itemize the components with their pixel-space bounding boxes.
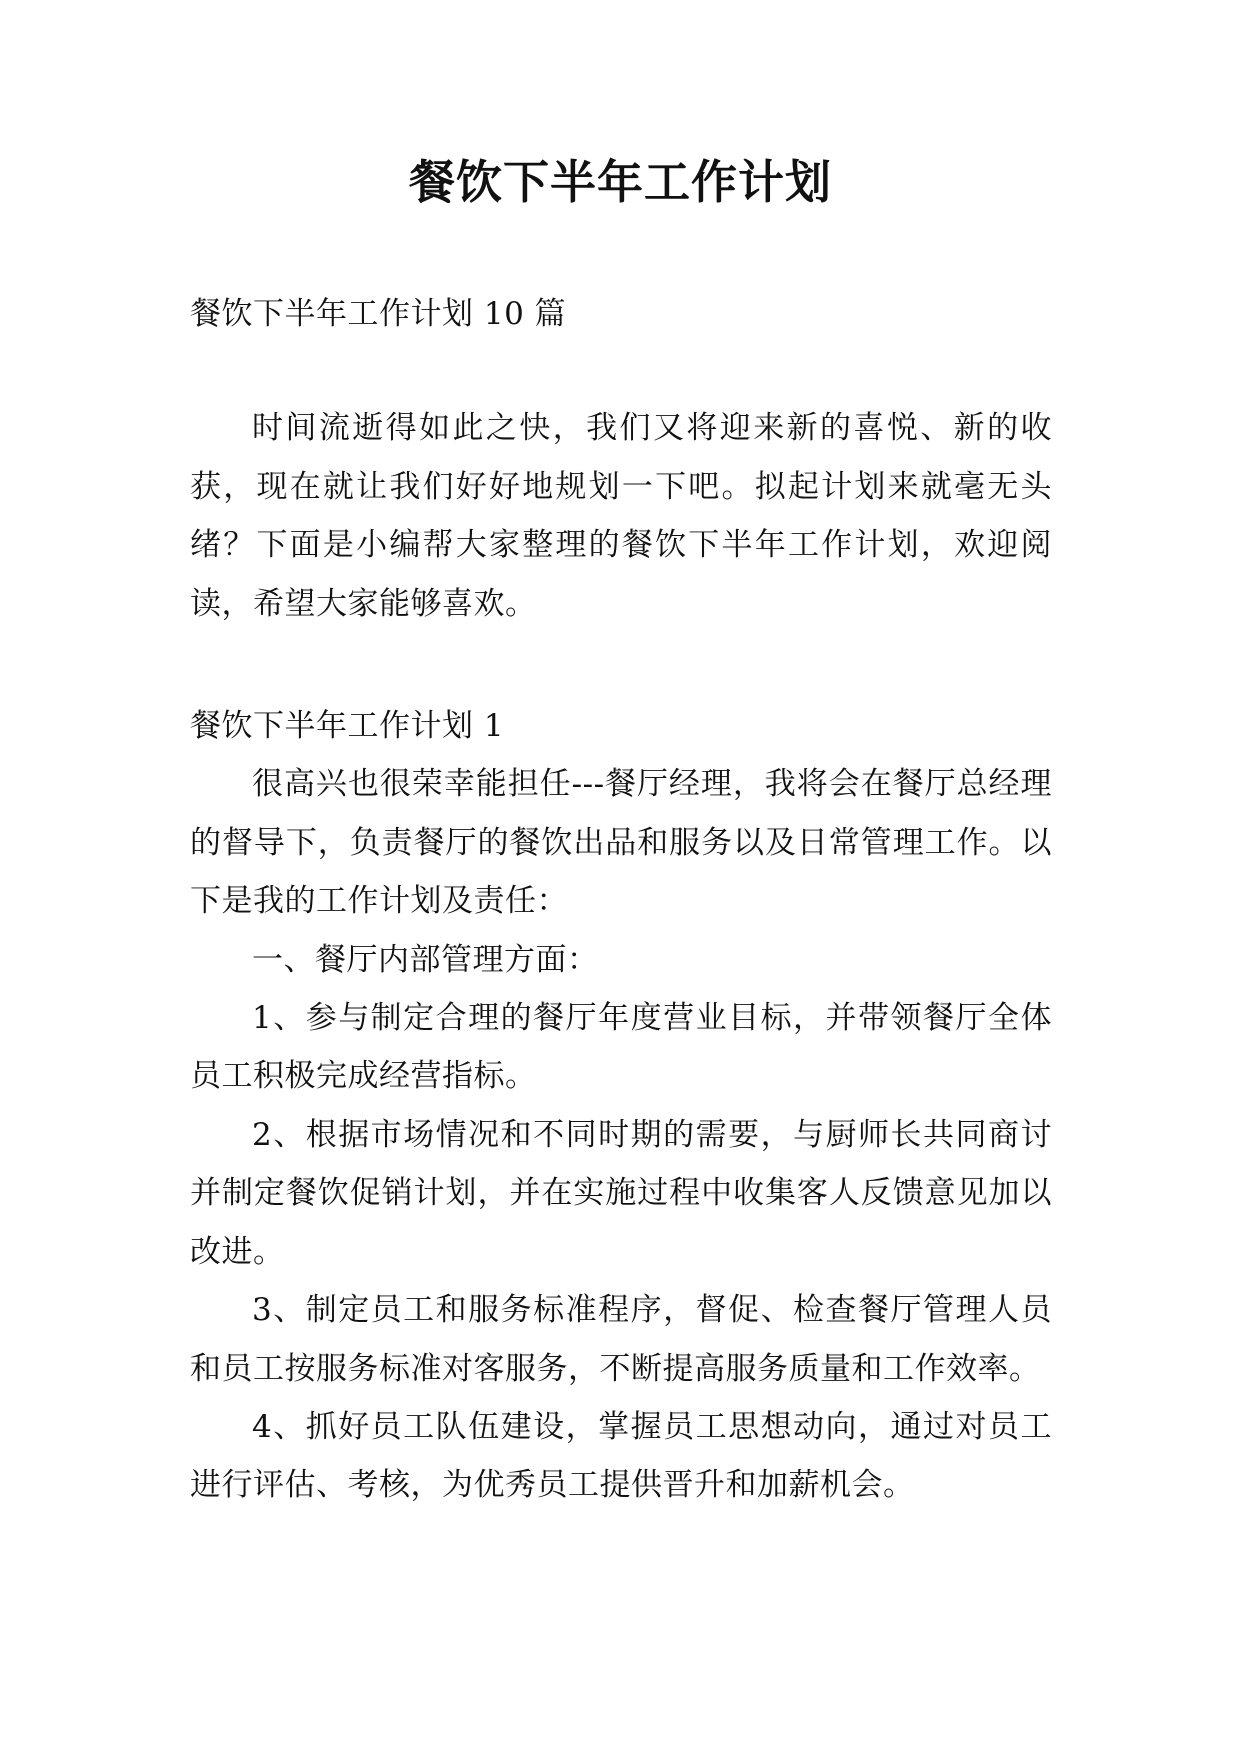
document-subtitle: 餐饮下半年工作计划 10 篇 <box>190 296 567 332</box>
section-heading: 餐饮下半年工作计划 1 <box>190 708 505 745</box>
body-paragraph-2: 一、餐厅内部管理方面： <box>252 941 599 978</box>
document-body <box>190 285 1052 1515</box>
body-paragraph-4: 2、根据市场情况和不同时期的需要，与厨师长共同商讨并制定餐饮促销计划，并在实施过程中收集客人反馈意见加以改进。 <box>190 1116 1052 1270</box>
body-paragraph-1: 很高兴也很荣幸能担任---餐厅经理，我将会在餐厅总经理的督导下，负责餐厅的餐饮出品和服务以及日常管理工作。以下是我的工作计划及责任： <box>190 766 1052 920</box>
body-paragraph-5: 3、制定员工和服务标准程序，督促、检查餐厅管理人员和员工按服务标准对客服务，不断提高服务质量和工作效率。 <box>190 1292 1052 1387</box>
body-paragraph-6: 4、抓好员工队伍建设，掌握员工思想动向，通过对员工进行评估、考核，为优秀员工提供晋升和加薪机会。 <box>190 1408 1052 1504</box>
document-title: 餐饮下半年工作计划 <box>409 155 832 209</box>
body-paragraph-3: 1、参与制定合理的餐厅年度营业目标，并带领餐厅全体员工积极完成经营指标。 <box>190 1000 1052 1095</box>
intro-paragraph: 时间流逝得如此之快，我们又将迎来新的喜悦、新的收获，现在就让我们好好地规划一下吧。拟起计划来就毫无头绪？下面是小编帮大家整理的餐饮下半年工作计划，欢迎阅读，希望大家能够喜欢。 <box>190 410 1052 622</box>
